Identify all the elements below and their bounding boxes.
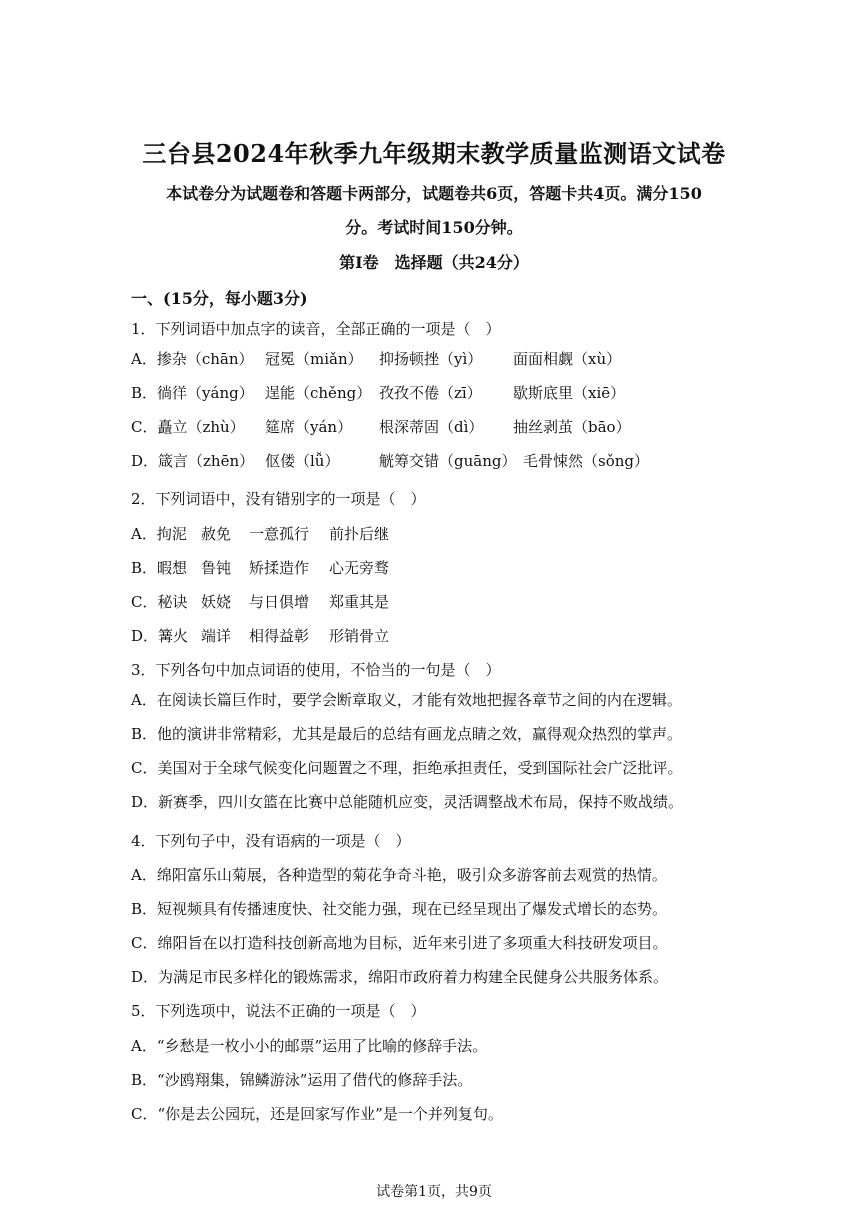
page-footer: 试卷第1页，共9页: [376, 1184, 492, 1200]
question-2-option-c: C．秘诀 妖娆 与日俱增 郑重其是: [131, 593, 390, 611]
exam-intro-line1: 本试卷分为试题卷和答题卡两部分，试题卷共6页，答题卡共4页。满分150: [166, 184, 702, 203]
question-5-option-a: A．“乡愁是一枚小小的邮票”运用了比喻的修辞手法。: [131, 1037, 488, 1055]
question-2-option-a: A．拘泥 赦免 一意孤行 前扑后继: [131, 525, 390, 543]
question-3-option-d: D．新赛季，四川女篮在比赛中总能随机应变，灵活调整战术布局，保持不败战绩。: [131, 793, 684, 811]
exam-title: 三台县2024年秋季九年级期末教学质量监测语文试卷: [142, 139, 726, 168]
part-title: 一、(15分，每小题3分): [131, 289, 308, 308]
question-5-option-c: C．“你是去公园玩，还是回家写作业”是一个并列复句。: [131, 1105, 503, 1123]
question-1-option-c: C．矗立（zhù） 筵席（yán） 根深蒂固（dì） 抽丝剥茧（bāo）: [131, 418, 631, 436]
question-2-option-b: B．暇想 鲁钝 矫揉造作 心无旁骛: [131, 559, 390, 577]
exam-intro-line2: 分。考试时间150分钟。: [345, 218, 523, 237]
question-3-option-a: A．在阅读长篇巨作时，要学会断章取义，才能有效地把握各章节之间的内在逻辑。: [131, 691, 682, 709]
question-4-stem: 4．下列句子中，没有语病的一项是（ ）: [131, 832, 411, 850]
question-5-stem: 5．下列选项中，说法不正确的一项是（ ）: [131, 1002, 426, 1020]
question-1-stem: 1．下列词语中加点字的读音，全部正确的一项是（ ）: [131, 320, 501, 338]
section-title: 第Ⅰ卷 选择题（共24分）: [339, 253, 529, 272]
question-3-stem: 3．下列各句中加点词语的使用，不恰当的一句是（ ）: [131, 661, 501, 679]
question-5-option-b: B．“沙鸥翔集，锦鳞游泳”运用了借代的修辞手法。: [131, 1071, 473, 1089]
question-4-option-c: C．绵阳旨在以打造科技创新高地为目标，近年来引进了多项重大科技研发项目。: [131, 934, 668, 952]
question-3-option-b: B．他的演讲非常精彩，尤其是最后的总结有画龙点睛之效，赢得观众热烈的掌声。: [131, 725, 683, 743]
question-4-option-a: A．绵阳富乐山菊展，各种造型的菊花争奇斗艳，吸引众多游客前去观赏的热情。: [131, 866, 667, 884]
question-2-stem: 2．下列词语中，没有错别字的一项是（ ）: [131, 490, 426, 508]
question-4-option-b: B．短视频具有传播速度快、社交能力强，现在已经呈现出了爆发式增长的态势。: [131, 900, 668, 918]
question-4-option-d: D．为满足市民多样化的锻炼需求，绵阳市政府着力构建全民健身公共服务体系。: [131, 968, 669, 986]
question-3-option-c: C．美国对于全球气候变化问题置之不理，拒绝承担责任，受到国际社会广泛批评。: [131, 759, 683, 777]
question-1-option-d: D．箴言（zhēn） 伛偻（lǚ） 觥筹交错（guāng） 毛骨悚然（sǒng）: [131, 452, 649, 470]
question-2-option-d: D．篝火 端详 相得益彰 形销骨立: [131, 627, 390, 645]
question-1-option-b: B．徜徉（yáng） 逞能（chěng） 孜孜不倦（zī） 歇斯底里（xiē）: [131, 384, 626, 402]
question-1-option-a: A．掺杂（chān） 冠冕（miǎn） 抑扬顿挫（yì） 面面相觑（xù）: [131, 350, 622, 368]
